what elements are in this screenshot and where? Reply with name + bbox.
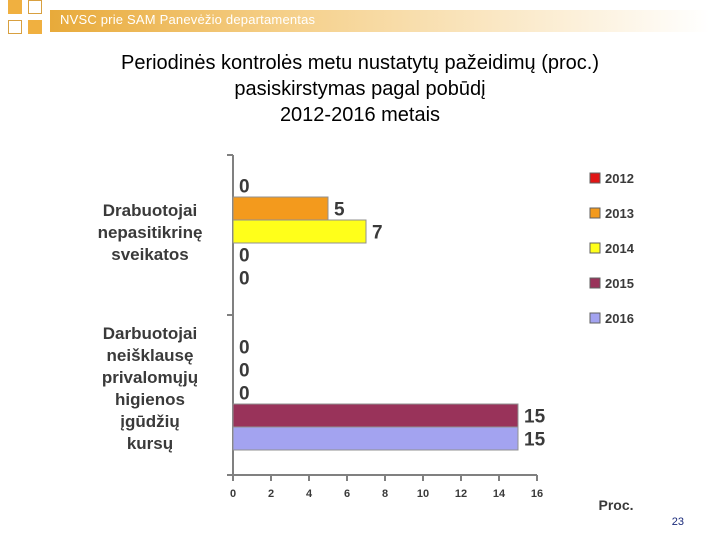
data-label: 0 bbox=[239, 176, 250, 198]
legend-swatch-2014 bbox=[590, 243, 600, 253]
x-tick-label: 10 bbox=[416, 488, 430, 500]
x-axis-label: Proc. bbox=[598, 497, 634, 513]
title-line-2: pasiskirstymas pagal pobūdį bbox=[234, 78, 486, 100]
category-label-line: įgūdžių bbox=[120, 412, 180, 431]
legend-label-2012: 2012 bbox=[605, 171, 634, 186]
category-label-line: sveikatos bbox=[111, 245, 189, 264]
legend-swatch-2012 bbox=[590, 173, 600, 183]
data-label: 0 bbox=[239, 360, 250, 382]
category-label-line: nepasitikrinę bbox=[97, 223, 203, 242]
data-label: 0 bbox=[239, 245, 250, 267]
header-text: NVSC prie SAM Panevėžio departamentas bbox=[60, 12, 316, 27]
category-label-line: higienos bbox=[115, 390, 185, 409]
data-label: 0 bbox=[239, 268, 250, 290]
x-tick-label: 14 bbox=[492, 488, 506, 500]
legend-swatch-2016 bbox=[590, 313, 600, 323]
data-label: 0 bbox=[239, 337, 250, 359]
data-label: 0 bbox=[239, 383, 250, 405]
data-label: 15 bbox=[524, 429, 546, 451]
data-label: 7 bbox=[372, 222, 383, 244]
category-label-line: kursų bbox=[126, 434, 174, 453]
bar-2016 bbox=[233, 427, 518, 450]
legend-label-2013: 2013 bbox=[605, 206, 634, 221]
category-label-line: Darbuotojai bbox=[102, 324, 198, 343]
data-label: 5 bbox=[334, 199, 345, 221]
legend-swatch-2015 bbox=[590, 278, 600, 288]
page-number: 23 bbox=[671, 516, 684, 528]
title-line-3: 2012-2016 metais bbox=[279, 104, 441, 126]
legend-swatch-2013 bbox=[590, 208, 600, 218]
category-label-line: neišklausę bbox=[106, 346, 194, 365]
bar-2013 bbox=[233, 197, 328, 220]
x-tick-label: 6 bbox=[343, 488, 351, 500]
x-tick-label: 8 bbox=[381, 488, 389, 500]
bar-2014 bbox=[233, 220, 366, 243]
legend-label-2015: 2015 bbox=[605, 276, 634, 291]
category-label-line: Drabuotojai bbox=[102, 201, 198, 220]
x-tick-label: 0 bbox=[229, 488, 237, 500]
legend-label-2014: 2014 bbox=[605, 241, 634, 256]
category-label-line: privalomųjų bbox=[101, 368, 199, 387]
legend-label-2016: 2016 bbox=[605, 311, 634, 326]
data-label: 15 bbox=[524, 406, 546, 428]
x-tick-label: 2 bbox=[267, 488, 275, 500]
x-tick-label: 16 bbox=[530, 488, 544, 500]
x-tick-label: 12 bbox=[454, 488, 468, 500]
title-line-1: Periodinės kontrolės metu nustatytų pažeidimų (proc.) bbox=[120, 52, 599, 74]
x-tick-label: 4 bbox=[305, 488, 313, 500]
bar-2015 bbox=[233, 404, 518, 427]
